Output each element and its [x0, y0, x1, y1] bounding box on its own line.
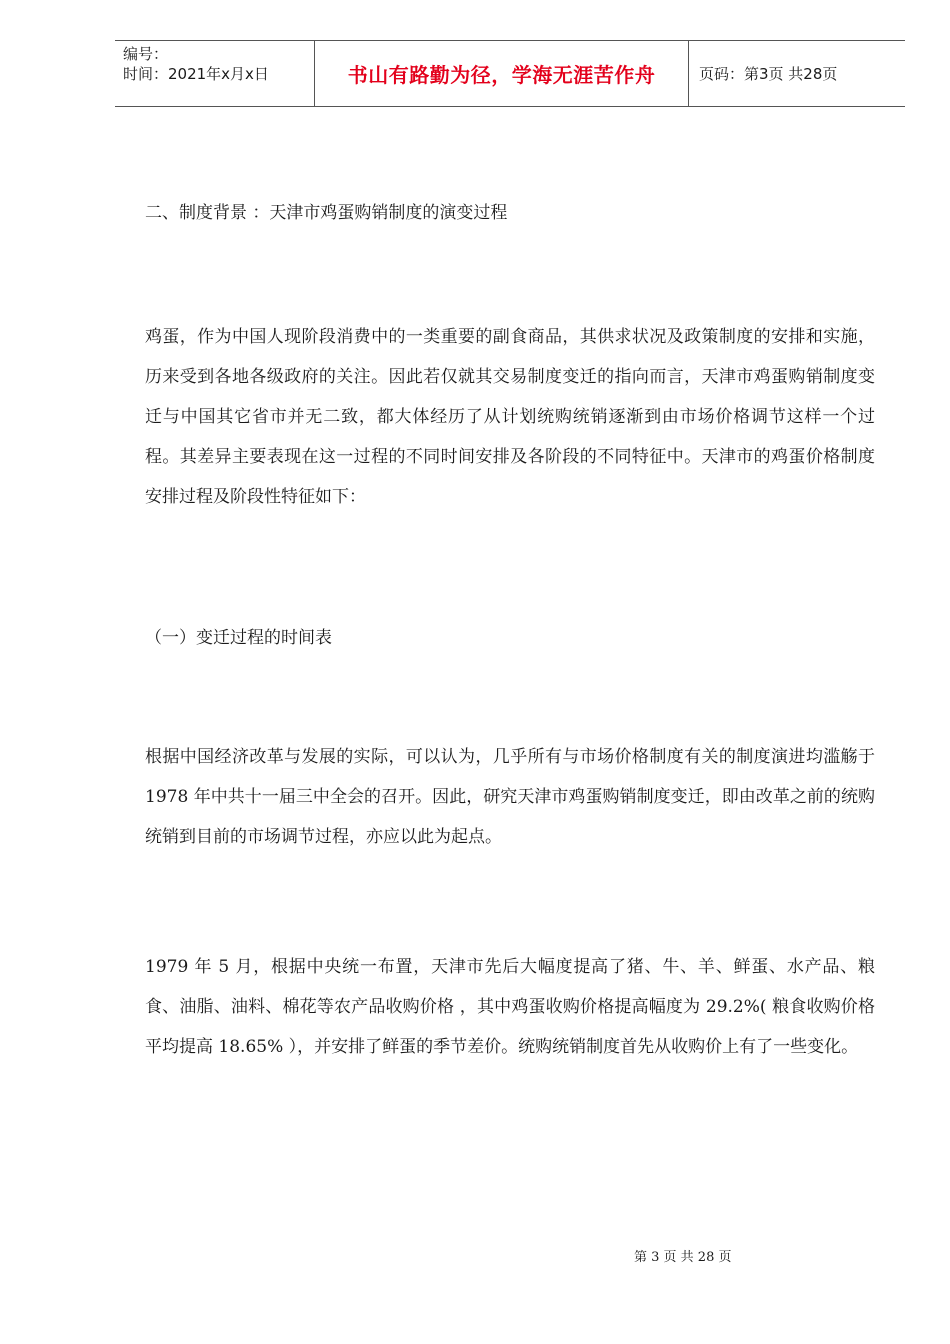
document-time-label: 时间：2021年x月x日 [123, 65, 269, 83]
header-page-number: 页码：第3页 共28页 [699, 65, 838, 83]
paragraph-3: 1979 年 5 月，根据中央统一布置，天津市先后大幅度提高了猪、牛、羊、鲜蛋、水产品、粮食、油脂、油料、棉花等农产品收购价格 ，其中鸡蛋收购价格提高幅度为 29.2%( 粮食收购价格平均提高 18.65% ），并安排了鲜蛋的季节差价。统购统销制度首先从收购价上有了一些变化。 [145, 957, 875, 1057]
section-title: 二、制度背景 ：天津市鸡蛋购销制度的演变过程 [145, 203, 508, 223]
subsection-title: （一）变迁过程的时间表 [145, 628, 332, 648]
document-number-label: 编号： [123, 45, 169, 63]
paragraph-2: 根据中国经济改革与发展的实际，可以认为，几乎所有与市场价格制度有关的制度演进均滥觞于 1978 年中共十一届三中全会的召开。因此，研究天津市鸡蛋购销制度变迁，即由改革之前的统购统销到目前的市场调节过程，亦应以此为起点。 [145, 747, 875, 847]
page-header [115, 40, 905, 107]
page-footer: 第 3 页 共 28 页 [634, 1250, 732, 1265]
header-motto: 书山有路勤为径，学海无涯苦作舟 [315, 41, 689, 106]
header-meta [115, 41, 315, 106]
paragraph-1: 鸡蛋，作为中国人现阶段消费中的一类重要的副食商品，其供求状况及政策制度的安排和实施，历来受到各地各级政府的关注。因此若仅就其交易制度变迁的指向而言，天津市鸡蛋购销制度变迁与中国其它省市并无二致，都大体经历了从计划统购统销逐渐到由市场价格调节这样一个过程。其差异主要表现在这一过程的不同时间安排及各阶段的不同特征中。天津市的鸡蛋价格制度安排过程及阶段性特征如下： [145, 327, 875, 507]
